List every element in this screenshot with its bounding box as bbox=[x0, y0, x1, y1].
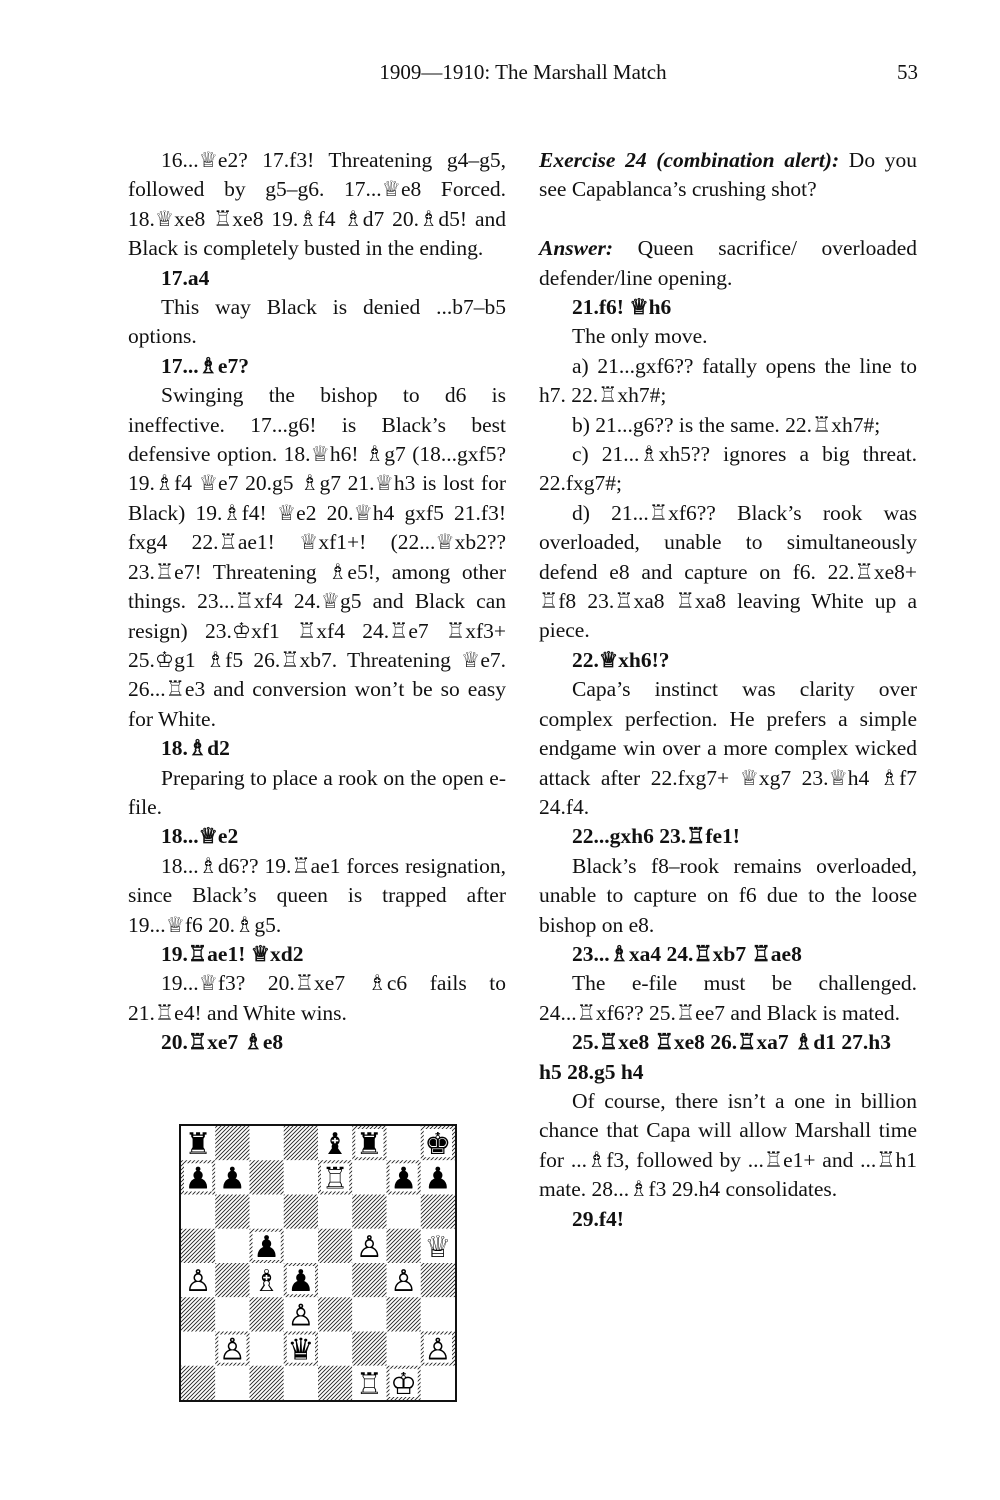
square-h6 bbox=[421, 1195, 455, 1229]
commentary-paragraph: 19...♕f3? 20.♖xe7 ♗c6 fails to 21.♖e4! and White wins. bbox=[128, 971, 506, 1025]
white-pawn-icon: ♙ bbox=[355, 1229, 383, 1265]
square-h4 bbox=[421, 1263, 455, 1297]
move-line: 29.f4! bbox=[572, 1206, 624, 1231]
page-header bbox=[128, 60, 918, 90]
square-a1 bbox=[181, 1366, 215, 1400]
commentary-paragraph: Preparing to place a rook on the open e-file. bbox=[128, 765, 506, 819]
square-c7 bbox=[250, 1160, 284, 1194]
black-pawn-icon: ♟ bbox=[424, 1161, 452, 1197]
square-b1 bbox=[215, 1366, 249, 1400]
square-c8 bbox=[250, 1126, 284, 1160]
black-pawn-icon: ♟ bbox=[390, 1161, 418, 1197]
exercise-label: Exercise 24 (combination alert): bbox=[539, 148, 840, 172]
white-rook-icon: ♖ bbox=[355, 1366, 383, 1400]
black-queen-icon: ♛ bbox=[287, 1332, 315, 1368]
commentary-paragraph: Of course, there isn’t a one in billion chance that Capa will allow Marshall time for ...♗f3, followed by ...♖e1+ and ...♖h1 mate. 28...♗f3 29.h4 consolidates. bbox=[539, 1088, 917, 1202]
square-c3 bbox=[250, 1297, 284, 1331]
black-pawn-icon: ♟ bbox=[287, 1264, 315, 1300]
square-h3 bbox=[421, 1297, 455, 1331]
black-pawn-icon: ♟ bbox=[218, 1161, 246, 1197]
page-number: 53 bbox=[897, 60, 918, 84]
running-head-title: 1909—1910: The Marshall Match bbox=[379, 60, 667, 84]
chess-board-svg bbox=[181, 1126, 455, 1400]
commentary-paragraph: Black’s f8–rook remains overloaded, unable to capture on f6 due to the loose bishop on e8. bbox=[539, 853, 917, 937]
square-b3 bbox=[215, 1297, 249, 1331]
white-pawn-icon: ♙ bbox=[390, 1264, 418, 1300]
square-f3 bbox=[352, 1297, 386, 1331]
square-g3 bbox=[387, 1297, 421, 1331]
move-line: 17.a4 bbox=[161, 265, 210, 290]
white-queen-icon: ♕ bbox=[424, 1229, 452, 1265]
square-f2 bbox=[352, 1332, 386, 1366]
white-pawn-icon: ♙ bbox=[218, 1332, 246, 1368]
square-d7 bbox=[284, 1160, 318, 1194]
move-line: 21.f6! ♕h6 bbox=[572, 295, 672, 320]
square-c2 bbox=[250, 1332, 284, 1366]
commentary-paragraph: c) 21...♗xh5?? ignores a big threat. 22.fxg7#; bbox=[539, 442, 917, 496]
commentary-paragraph: Capa’s instinct was clarity over complex perfection. He prefers a simple endgame win over a more complex wicked attack after 22.fxg7+ ♕xg7 23.♕h4 ♗f7 24.f4. bbox=[539, 677, 917, 819]
square-h1 bbox=[421, 1366, 455, 1400]
square-e6 bbox=[318, 1195, 352, 1229]
square-b8 bbox=[215, 1126, 249, 1160]
black-rook-icon: ♜ bbox=[355, 1127, 383, 1163]
exercise-text: Do you see Capablanca’s crushing shot? bbox=[539, 148, 917, 202]
black-pawn-icon: ♟ bbox=[184, 1161, 212, 1197]
black-bishop-icon: ♝ bbox=[321, 1127, 349, 1163]
move-line: 18.♗d2 bbox=[161, 736, 230, 761]
square-b5 bbox=[215, 1229, 249, 1263]
move-line: 23...♗xa4 24.♖xb7 ♖ae8 bbox=[572, 941, 802, 966]
square-d1 bbox=[284, 1366, 318, 1400]
square-e1 bbox=[318, 1366, 352, 1400]
commentary-paragraph: Swinging the bishop to d6 is ineffective. 17...g6! is Black’s best defensive option. 18.♕h6! ♗g7 (18...gxf5? 19.♗f4 ♕e7 20.g5 ♗g7 21.♕h3 is lost for Black) 19.♗f4! ♕e2 20.♕h4 gxf5 21.f3! fxg4 22.♖ae1! ♕xf1+! (22...♕xb2?? 23.♖e7! Threatening ♗e5!, among other things. 23...♖xf4 24.♕g5 and Black can resign) 23.♔xf1 ♖xf4 24.♖e7 ♖xf3+ 25.♔g1 ♗f5 26.♖xb7. Threatening ♕e7. 26...♖e3 and conversion won’t be so easy for White. bbox=[128, 383, 506, 731]
square-a5 bbox=[181, 1229, 215, 1263]
white-bishop-icon: ♗ bbox=[253, 1264, 281, 1300]
move-line: 20.♖xe7 ♗e8 bbox=[161, 1030, 284, 1055]
white-pawn-icon: ♙ bbox=[424, 1332, 452, 1368]
square-f7 bbox=[352, 1160, 386, 1194]
square-b4 bbox=[215, 1263, 249, 1297]
answer-text: Queen sacrifice/ overloaded defender/line opening. bbox=[539, 236, 917, 290]
square-a3 bbox=[181, 1297, 215, 1331]
white-pawn-icon: ♙ bbox=[287, 1298, 315, 1334]
white-king-icon: ♔ bbox=[390, 1366, 418, 1400]
commentary-paragraph: d) 21...♖xf6?? Black’s rook was overloaded, unable to simultaneously defend e8 and capture on f6. 22.♖xe8+ ♖f8 23.♖xa8 ♖xa8 leaving White up a piece. bbox=[539, 500, 917, 643]
move-line: 25.♖xe8 ♖xe8 26.♖xa7 ♗d1 27.h3 h5 28.g5 h4 bbox=[539, 1030, 891, 1084]
square-e4 bbox=[318, 1263, 352, 1297]
commentary-paragraph: The e-file must be challenged. 24...♖xf6?? 25.♖ee7 and Black is mated. bbox=[539, 971, 917, 1025]
exercise-paragraph bbox=[539, 146, 917, 205]
commentary-paragraph: a) 21...gxf6?? fatally opens the line to h7. 22.♖xh7#; bbox=[539, 353, 917, 408]
square-a6 bbox=[181, 1195, 215, 1229]
square-e5 bbox=[318, 1229, 352, 1263]
square-e3 bbox=[318, 1297, 352, 1331]
move-line: 22...gxh6 23.♖fe1! bbox=[572, 824, 740, 849]
square-g2 bbox=[387, 1332, 421, 1366]
move-line: 18...♕e2 bbox=[161, 824, 239, 849]
move-line: 17...♗e7? bbox=[161, 353, 249, 378]
answer-paragraph bbox=[539, 234, 917, 293]
commentary-paragraph: The only move. bbox=[572, 324, 708, 349]
square-g6 bbox=[387, 1195, 421, 1229]
black-rook-icon: ♜ bbox=[184, 1127, 212, 1163]
square-f4 bbox=[352, 1263, 386, 1297]
square-c1 bbox=[250, 1366, 284, 1400]
square-c6 bbox=[250, 1195, 284, 1229]
square-d5 bbox=[284, 1229, 318, 1263]
white-pawn-icon: ♙ bbox=[184, 1264, 212, 1300]
commentary-paragraph: This way Black is denied ...b7–b5 options. bbox=[128, 295, 506, 349]
square-g5 bbox=[387, 1229, 421, 1263]
black-pawn-icon: ♟ bbox=[253, 1229, 281, 1265]
black-king-icon: ♚ bbox=[424, 1127, 452, 1163]
square-e2 bbox=[318, 1332, 352, 1366]
right-text-column bbox=[539, 146, 917, 1234]
square-g8 bbox=[387, 1126, 421, 1160]
square-f6 bbox=[352, 1195, 386, 1229]
square-d6 bbox=[284, 1195, 318, 1229]
white-rook-icon: ♖ bbox=[321, 1161, 349, 1197]
move-line: 22.♕xh6!? bbox=[572, 647, 670, 672]
commentary-paragraph: b) 21...g6?? is the same. 22.♖xh7#; bbox=[572, 412, 881, 437]
left-text-column bbox=[128, 146, 506, 1058]
commentary-paragraph: 16...♕e2? 17.f3! Threatening g4–g5, followed by g5–g6. 17...♕e8 Forced. 18.♕xe8 ♖xe8 19.♗f4 ♗d7 20.♗d5! and Black is completely busted in the ending. bbox=[128, 148, 506, 261]
move-line: 19.♖ae1! ♕xd2 bbox=[161, 941, 304, 966]
answer-label: Answer: bbox=[539, 236, 614, 261]
square-d8 bbox=[284, 1126, 318, 1160]
commentary-paragraph: 18...♗d6?? 19.♖ae1 forces resignation, since Black’s queen is trapped after 19...♕f6 20.♗g5. bbox=[128, 853, 506, 937]
chess-diagram bbox=[179, 1124, 457, 1402]
square-b6 bbox=[215, 1195, 249, 1229]
square-a2 bbox=[181, 1332, 215, 1366]
